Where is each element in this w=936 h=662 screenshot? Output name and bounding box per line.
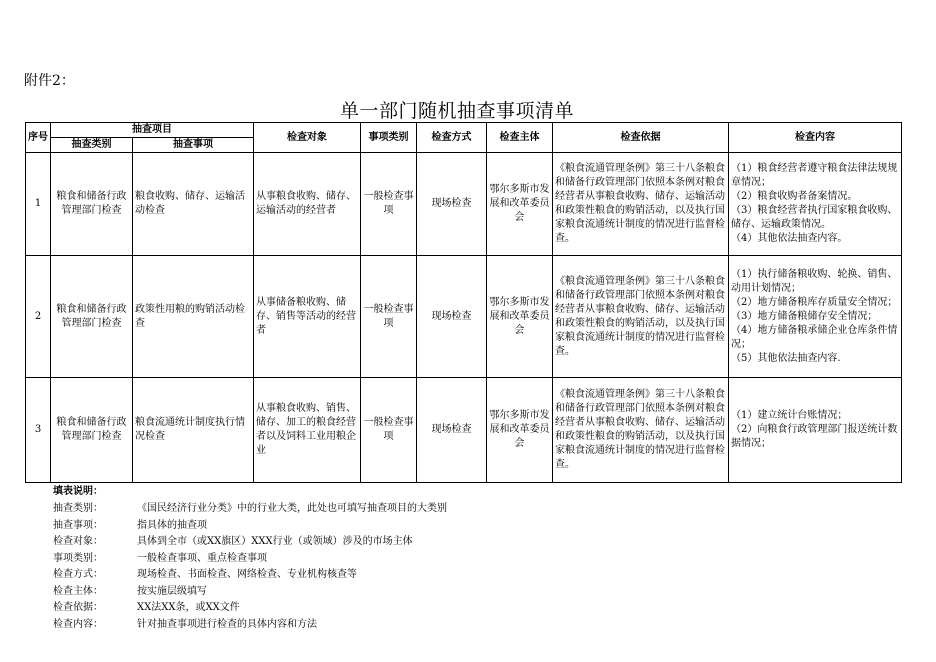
table-row xyxy=(26,378,902,483)
header-content: 检查内容 xyxy=(729,123,902,153)
note-value: 现场检查、书面检查、网络检查、专业机构核查等 xyxy=(137,569,357,580)
row-seq: 1 xyxy=(26,153,51,256)
row-matter: 政策性用粮的购销活动检查 xyxy=(133,256,254,378)
row-subject: 鄂尔多斯市发展和改革委员会 xyxy=(487,378,553,483)
row-basis: 《粮食流通管理条例》第三十八条粮食和储备行政管理部门依照本条例对粮食经营者从事粮食收购、储存、运输活动和政策性粮食的购销活动，以及执行国家粮食流通统计制度的情况进行监督检查。 xyxy=(553,378,729,483)
content-line: （2）粮食收购者备案情况。 xyxy=(731,191,858,202)
row-basis: 《粮食流通管理条例》第三十八条粮食和储备行政管理部门依照本条例对粮食经营者从事粮食收购、储存、运输活动和政策性粮食的购销活动，以及执行国家粮食流通统计制度的情况进行监督检查。 xyxy=(553,153,729,256)
header-seq: 序号 xyxy=(26,123,51,153)
row-type: 一般检查事项 xyxy=(361,378,417,483)
header-category: 抽查类别 xyxy=(51,138,133,153)
row-category: 粮食和储备行政管理部门检查 xyxy=(51,153,133,256)
note-key: 检查内容： xyxy=(53,618,103,630)
row-subject: 鄂尔多斯市发展和改革委员会 xyxy=(487,256,553,378)
note-row xyxy=(53,617,447,634)
content-line: （4）地方储备粮承储企业仓库条件情况； xyxy=(731,324,898,350)
note-row xyxy=(53,501,447,518)
row-method: 现场检查 xyxy=(417,153,487,256)
row-method: 现场检查 xyxy=(417,378,487,483)
row-basis: 《粮食流通管理条例》第三十八条粮食和储备行政管理部门依照本条例对粮食经营者从事粮食收购、储存、运输活动和政策性粮食的购销活动，以及执行国家粮食流通统计制度的情况进行监督检查。 xyxy=(553,256,729,378)
row-target: 从事粮食收购、储存、运输活动的经营者 xyxy=(254,153,361,256)
row-seq: 2 xyxy=(26,256,51,378)
row-content xyxy=(729,256,902,378)
fill-instructions xyxy=(53,485,447,633)
content-line: （3）粮食经营者执行国家粮食收购、储存、运输政策情况。 xyxy=(731,205,898,230)
row-category: 粮食和储备行政管理部门检查 xyxy=(51,378,133,483)
note-value: 针对抽查事项进行检查的具体内容和方法 xyxy=(137,618,317,630)
row-type: 一般检查事项 xyxy=(361,153,417,256)
note-key: 抽查事项： xyxy=(53,519,103,531)
content-line: （2）向粮食行政管理部门报送统计数据情况； xyxy=(731,424,898,449)
row-content xyxy=(729,378,902,483)
row-subject: 鄂尔多斯市发展和改革委员会 xyxy=(487,153,553,256)
note-row xyxy=(53,567,447,584)
header-subject: 检查主体 xyxy=(487,123,553,153)
note-key: 检查方式： xyxy=(53,569,103,580)
row-target: 从事粮食收购、销售、储存、加工的粮食经营者以及饲料工业用粮企业 xyxy=(254,378,361,483)
note-row xyxy=(53,518,447,535)
note-row xyxy=(53,600,447,617)
note-key: 抽查类别： xyxy=(53,503,103,514)
note-value: 指具体的抽查项 xyxy=(137,519,207,531)
inspection-table xyxy=(25,122,902,483)
content-line: （2）地方储备粮库存质量安全情况； xyxy=(731,296,898,308)
row-category: 粮食和储备行政管理部门检查 xyxy=(51,256,133,378)
row-content xyxy=(729,153,902,256)
attachment-label: 附件2： xyxy=(24,73,75,89)
note-key: 事项类别： xyxy=(53,552,103,564)
header-basis: 检查依据 xyxy=(553,123,729,153)
note-value: 《国民经济行业分类》中的行业大类，此处也可填写抽查项目的大类别 xyxy=(137,503,447,514)
header-method: 检查方式 xyxy=(417,123,487,153)
page-title: 单一部门随机抽查事项清单 xyxy=(340,100,575,122)
row-type: 一般检查事项 xyxy=(361,256,417,378)
note-value: 一般检查事项、重点检查事项 xyxy=(137,552,267,564)
row-method: 现场检查 xyxy=(417,256,487,378)
note-value: XX法XX条，或XX文件 xyxy=(137,602,240,613)
header-target: 检查对象 xyxy=(254,123,361,153)
row-target: 从事储备粮收购、储存、销售等活动的经营者 xyxy=(254,256,361,378)
row-seq: 3 xyxy=(26,378,51,483)
header-type: 事项类别 xyxy=(361,123,417,153)
table-row xyxy=(26,256,902,378)
note-key: 检查对象： xyxy=(53,536,103,547)
header-item-group: 抽查项目 xyxy=(51,123,254,138)
content-line: （3）地方储备粮储存安全情况； xyxy=(731,310,878,322)
note-row xyxy=(53,534,447,551)
content-line: （4）其他依法抽查内容。 xyxy=(731,233,848,244)
content-line: （1）执行储备粮收购、轮换、销售、动用计划情况； xyxy=(731,268,898,294)
notes-title: 填表说明： xyxy=(53,486,103,497)
note-value: 按实施层级填写 xyxy=(137,585,207,597)
header-matter: 抽查事项 xyxy=(133,138,254,153)
note-value: 具体到全市（或XX旗区）XXX行业（或领域）涉及的市场主体 xyxy=(137,536,413,547)
note-row xyxy=(53,584,447,601)
note-row xyxy=(53,551,447,568)
table-row xyxy=(26,153,902,256)
content-line: （1）建立统计台账情况； xyxy=(731,410,848,421)
note-key: 检查主体： xyxy=(53,585,103,597)
note-key: 检查依据： xyxy=(53,602,103,613)
row-matter: 粮食收购、储存、运输活动检查 xyxy=(133,153,254,256)
content-line: （1）粮食经营者遵守粮食法律法规规章情况； xyxy=(731,163,898,188)
row-matter: 粮食流通统计制度执行情况检查 xyxy=(133,378,254,483)
content-line: （5）其他依法抽查内容. xyxy=(731,352,841,364)
